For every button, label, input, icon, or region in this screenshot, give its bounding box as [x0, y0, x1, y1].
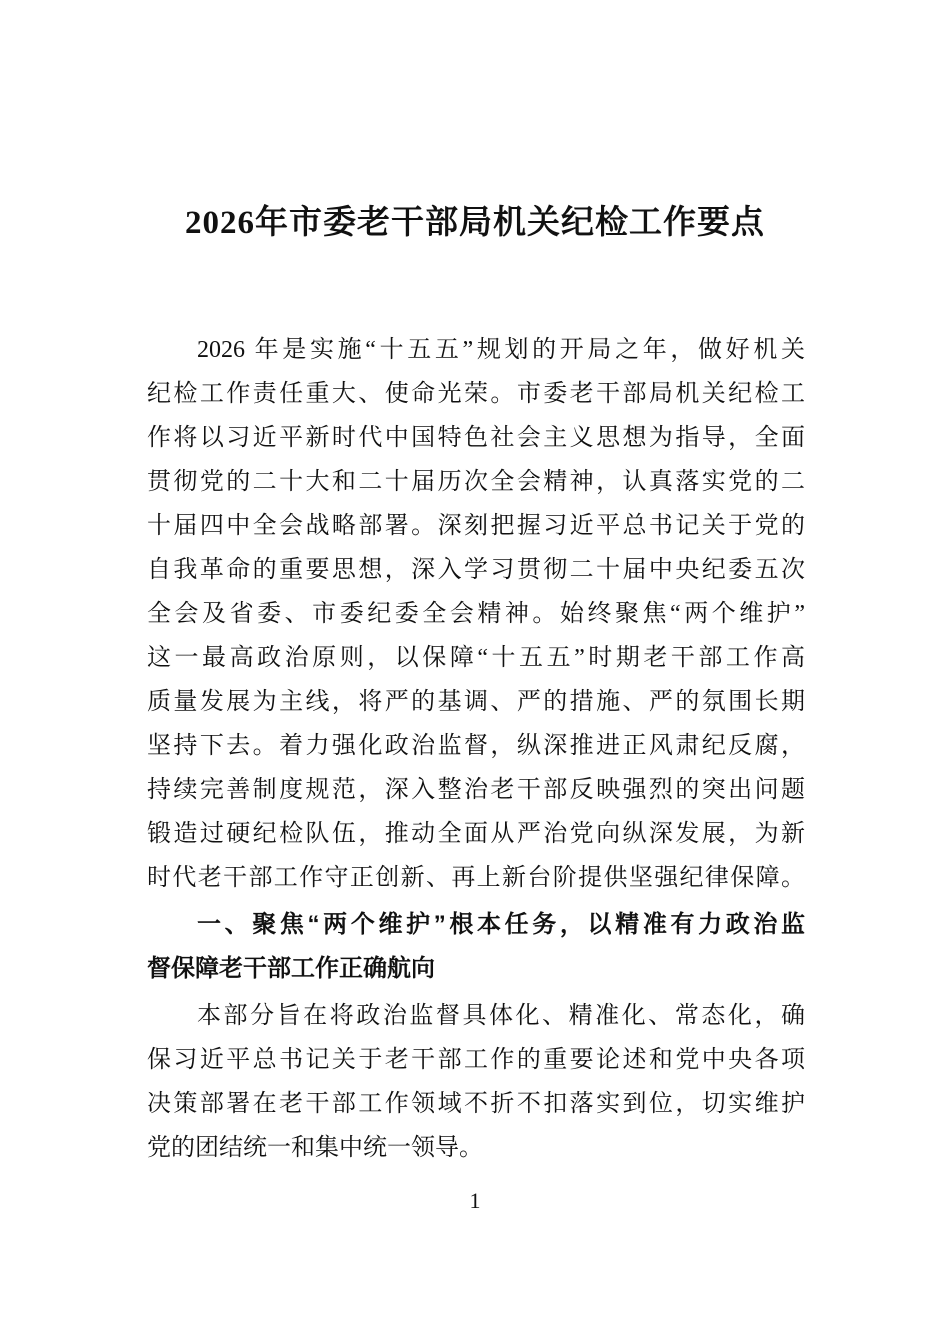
text-line: 作将以习近平新时代中国特色社会主义思想为指导，全面 [147, 425, 805, 451]
text-line: 坚持下去。着力强化政治监督，纵深推进正风肃纪反腐， [147, 733, 805, 759]
text-line: 这一最高政治原则，以保障“十五五”时期老干部工作高 [147, 645, 805, 671]
text-line: 自我革命的重要思想，深入学习贯彻二十届中央纪委五次 [147, 557, 805, 583]
page-number: 1 [469, 1188, 481, 1213]
section-paragraph [147, 994, 805, 1170]
text-line: 时代老干部工作守正创新、再上新台阶提供坚强纪律保障。 [147, 865, 805, 891]
heading-line: 一、聚焦“两个维护”根本任务，以精准有力政治监 [197, 911, 805, 938]
heading-line: 督保障老干部工作正确航向 [147, 955, 435, 982]
intro-paragraph [147, 328, 805, 900]
text-line: 贯彻党的二十大和二十届历次全会精神，认真落实党的二 [147, 469, 805, 495]
text-line: 锻造过硬纪检队伍，推动全面从严治党向纵深发展，为新 [147, 821, 805, 847]
text-line: 本部分旨在将政治监督具体化、精准化、常态化，确 [197, 1003, 805, 1029]
document-body [147, 328, 805, 1170]
text-line: 保习近平总书记关于老干部工作的重要论述和党中央各项 [147, 1047, 805, 1073]
text-line: 决策部署在老干部工作领域不折不扣落实到位，切实维护 [147, 1091, 805, 1117]
text-line: 十届四中全会战略部署。深刻把握习近平总书记关于党的 [147, 513, 805, 539]
text-line: 党的团结统一和集中统一领导。 [147, 1135, 483, 1161]
text-line: 全会及省委、市委纪委全会精神。始终聚焦“两个维护” [147, 601, 805, 627]
text-line: 持续完善制度规范，深入整治老干部反映强烈的突出问题 [147, 777, 805, 803]
text-line: 纪检工作责任重大、使命光荣。市委老干部局机关纪检工 [147, 381, 805, 407]
text-line: 质量发展为主线，将严的基调、严的措施、严的氛围长期 [147, 689, 805, 715]
section-heading [147, 903, 805, 991]
document-title: 2026年市委老干部局机关纪检工作要点 [185, 205, 765, 241]
text-line: 2026 年是实施“十五五”规划的开局之年，做好机关 [197, 337, 805, 363]
